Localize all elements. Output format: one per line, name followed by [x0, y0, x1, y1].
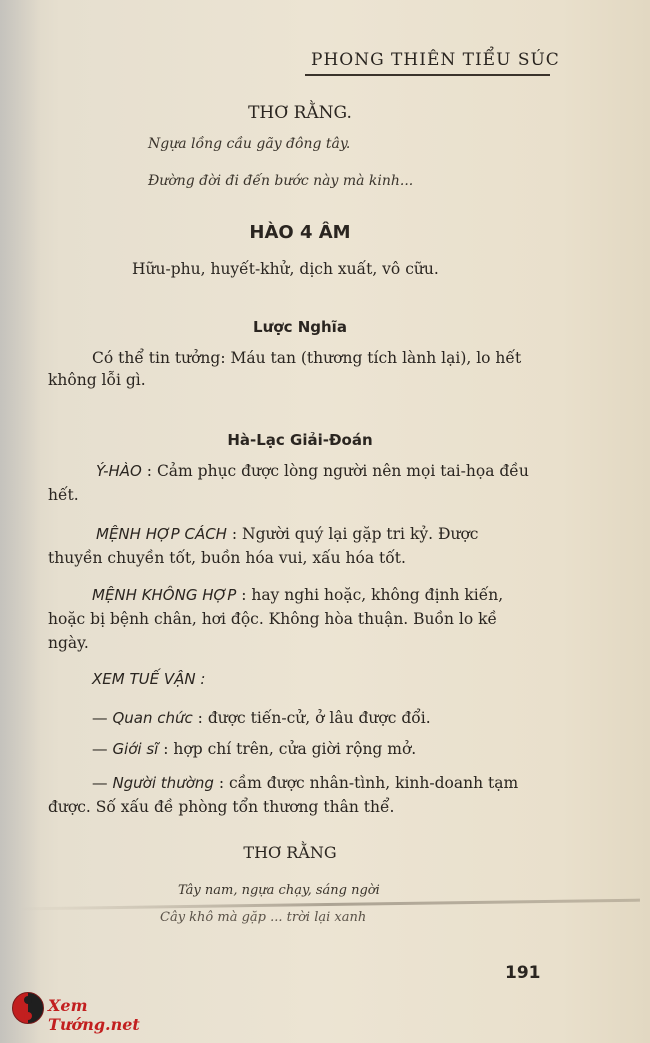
gioi-si-label: Giới sĩ	[112, 740, 159, 758]
ha-lac-heading: Hà-Lạc Giải-Đoán	[227, 431, 373, 449]
nguoi-thuong-line-2: được. Số xấu đề phòng tổn thương thân thể.	[48, 798, 395, 816]
menh-hop-text: : Người quý lại gặp tri kỷ. Được	[231, 525, 479, 543]
quan-chuc-text: : được tiến-cử, ở lâu được đổi.	[197, 709, 431, 727]
luoc-nghia-line-1: Có thể tin tưởng: Máu tan (thương tích lành lại), lo hết	[92, 349, 522, 367]
poem2-line-1: Tây nam, ngựa chạy, sáng ngời	[178, 883, 380, 898]
dash: —	[92, 740, 108, 758]
nguoi-thuong-line-1	[92, 772, 518, 794]
hao-title: HÀO 4 ÂM	[249, 222, 351, 243]
page-number: 191	[505, 963, 541, 983]
luoc-nghia-heading: Lược Nghĩa	[253, 318, 347, 336]
yin-yang-icon	[12, 992, 44, 1024]
luoc-nghia-line-2: không lỗi gì.	[48, 371, 146, 389]
menh-khong-line-2: hoặc bị bệnh chân, hơi độc. Không hòa thuận. Buồn lo kề	[48, 610, 498, 628]
poem-line-2: Đường đời đi đến bước này mà kinh...	[148, 173, 414, 189]
poem-line-1: Ngựa lồng cầu gãy đông tây.	[148, 136, 351, 152]
menh-khong-line-3: ngày.	[48, 634, 89, 652]
nguoi-thuong-text: : cầm được nhân-tình, kinh-doanh tạm	[218, 774, 519, 792]
quan-chuc-line	[92, 707, 431, 729]
xem-tue-van-label: XEM TUẾ VẬN :	[92, 670, 206, 688]
poem2-title: THƠ RẰNG	[243, 843, 337, 862]
page-edge-shadow	[0, 0, 40, 1043]
watermark-logo	[10, 990, 180, 1034]
dash: —	[92, 774, 108, 792]
y-hao-text: : Cảm phục được lòng người nên mọi tai-họa đều	[146, 462, 529, 480]
menh-khong-label: MỆNH KHÔNG HỢP	[92, 586, 237, 604]
y-hao-label: Ý-HÀO	[96, 462, 142, 480]
dash: —	[92, 709, 108, 727]
menh-hop-label: MỆNH HỢP CÁCH	[96, 525, 227, 543]
nguoi-thuong-label: Người thường	[112, 774, 214, 792]
quan-chuc-label: Quan chức	[112, 709, 193, 727]
page-fold-line	[20, 899, 640, 911]
gioi-si-line	[92, 738, 416, 760]
menh-khong-text: : hay nghi hoặc, không định kiến,	[241, 586, 504, 604]
running-header: PHONG THIÊN TIỂU SÚC	[311, 50, 560, 70]
y-hao-line-1	[96, 460, 529, 482]
menh-hop-line-2: thuyền chuyền tốt, buồn hóa vui, xấu hóa tốt.	[48, 549, 406, 567]
poem-title: THƠ RẰNG.	[248, 103, 352, 123]
menh-hop-line-1	[96, 523, 478, 545]
poem2-line-2: Cây khô mà gặp ... trời lại xanh	[160, 910, 367, 925]
watermark-text: Xem Tướng.net	[48, 996, 140, 1034]
hao-text: Hữu-phu, huyết-khử, dịch xuất, vô cữu.	[132, 260, 439, 278]
menh-khong-line-1	[92, 584, 503, 606]
y-hao-line-2: hết.	[48, 486, 79, 504]
header-rule	[305, 74, 550, 76]
gioi-si-text: : hợp chí trên, cửa giời rộng mở.	[163, 740, 417, 758]
